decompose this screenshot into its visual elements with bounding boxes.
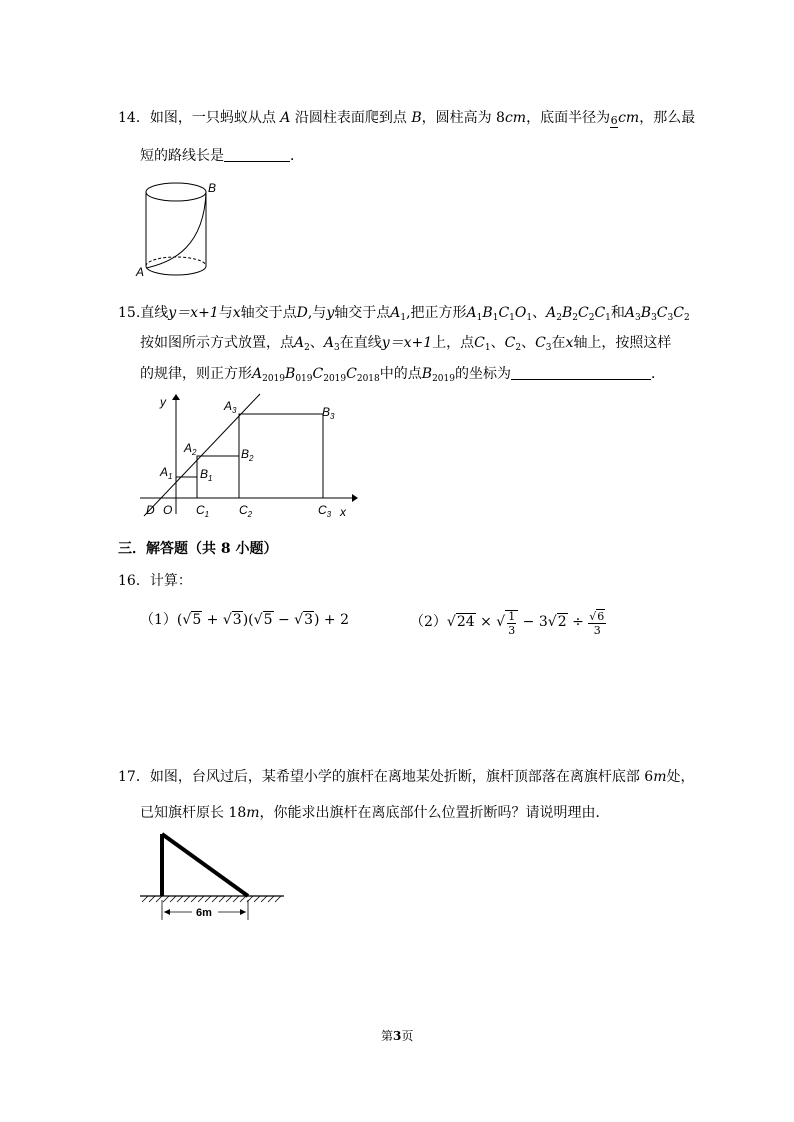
q15-line1: 15.直线y＝x+1与x轴交于点D,与y轴交于点$A_1$,把正方形$A_1B_1C_1O_1$、$A_2B_2C_2C_1$和$A_3B_3C_3C_2$ (118, 305, 690, 323)
label-a3: $A_3$ (224, 399, 237, 415)
flagpole-figure (136, 828, 288, 926)
q16-line1: 16．计算： (118, 573, 192, 589)
q14-fraction: 6 (610, 114, 618, 127)
squares-figure (136, 392, 360, 520)
q14-line1: 14．如图，一只蚂蚁从点 A 沿圆柱表面爬到点 B，圆柱高为 8cm，底面半径为 6 cm，那么最 (118, 108, 695, 135)
label-a1: $A_1$ (160, 465, 173, 481)
label-o: O (163, 503, 173, 517)
q16-part2-expression: √24 × √ $\frac{1}{3}$ − 3√2 ÷ $\frac{√6}{3}$ (446, 610, 605, 637)
label-d: D (146, 503, 155, 517)
axis-x-label: x (340, 505, 346, 519)
label-b2: $B_2$ (241, 447, 254, 463)
q16-part1-expression: (√5 + √3)(√5 − √3) + 2 (176, 612, 349, 628)
label-c2: $C_2$ (239, 503, 253, 519)
label-b1: $B_1$ (200, 467, 213, 483)
cylinder-label-b: B (208, 181, 217, 195)
axis-y-label: y (160, 395, 166, 409)
q16-part1-label: （1） (140, 612, 177, 628)
q15-answer-blank[interactable] (511, 365, 651, 380)
q17-line2: 已知旗杆原长 18m，你能求出旗杆在离底部什么位置折断吗？请说明理由． (140, 805, 610, 821)
q14-number: 14． (118, 110, 150, 126)
q14-answer-blank[interactable] (224, 147, 290, 162)
q15-line2: 按如图所示方式放置，点$A_2$、$A_3$在直线y＝x+1上，点$C_1$、$C_2$、$C_3$在x轴上，按照这样 (140, 335, 672, 353)
cylinder-figure (134, 176, 224, 280)
q15-line3: 的规律，则正方形$A_{2019}B_{019}C_{2019}C_{2018}$中的点$B_{2019}$的坐标为 ． (140, 366, 665, 384)
q17-line1: 17．如图，台风过后，某希望小学的旗杆在离地某处折断，旗杆顶部落在离旗杆底部 6m处， (118, 769, 695, 785)
page-number: 第3页 (381, 1029, 414, 1043)
label-c3: $C_3$ (318, 503, 332, 519)
q16-part2 (410, 610, 606, 636)
flagpole-distance-label: 6m (196, 907, 212, 919)
label-c1: $C_1$ (196, 503, 210, 519)
q14-line2: 短的路线长是 ． (140, 148, 304, 164)
section-3-title: 三．解答题（共 8 小题） (118, 541, 278, 557)
cylinder-label-a: A (136, 265, 145, 279)
label-b3: $B_3$ (322, 405, 335, 421)
label-a2: $A_2$ (184, 441, 197, 457)
q16-part1 (140, 610, 349, 630)
q16-part2-label: （2） (410, 614, 447, 630)
